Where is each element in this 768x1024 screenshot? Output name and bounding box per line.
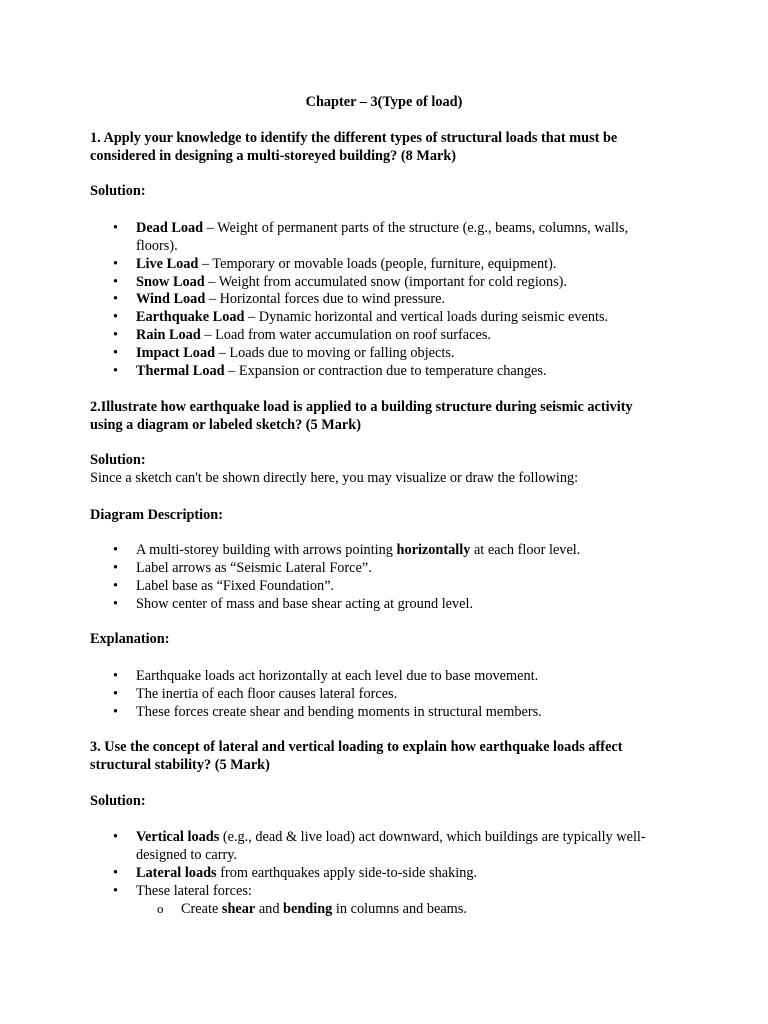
description: – Expansion or contraction due to temperature changes. — [224, 363, 547, 379]
description: – Weight of permanent parts of the structure (e.g., beams, columns, walls, — [203, 220, 629, 236]
bullet: • — [113, 596, 119, 612]
list-item — [136, 290, 445, 308]
emphasis: bending — [283, 901, 333, 917]
bullet: • — [113, 686, 119, 702]
list-item — [136, 362, 547, 380]
q2-solution-heading: Solution: — [90, 452, 146, 468]
q2-intro: Since a sketch can't be shown directly here, you may visualize or draw the following: — [90, 470, 579, 486]
term: Wind Load — [136, 291, 206, 307]
bullet: • — [113, 274, 119, 290]
list-item: Show center of mass and base shear acting at ground level. — [136, 596, 474, 612]
emphasis: shear — [221, 901, 256, 917]
text: and — [255, 901, 284, 917]
term: Dead Load — [136, 220, 204, 236]
list-item: Earthquake loads act horizontally at each level due to base movement. — [136, 668, 539, 684]
list-item — [136, 219, 628, 237]
bullet: • — [113, 829, 119, 845]
diagram-description-heading: Diagram Description: — [90, 507, 224, 523]
list-item: The inertia of each floor causes lateral forces. — [136, 686, 398, 702]
q3-solution-heading: Solution: — [90, 793, 146, 809]
bullet: • — [113, 542, 119, 558]
term: Impact Load — [136, 345, 216, 361]
list-item: These forces create shear and bending moments in structural members. — [136, 704, 542, 720]
q2-text-line2: using a diagram or labeled sketch? (5 Mark) — [90, 417, 361, 433]
list-item: Label base as “Fixed Foundation”. — [136, 578, 335, 594]
sub-list-item — [181, 900, 467, 918]
list-item — [136, 828, 646, 846]
bullet: • — [113, 704, 119, 720]
term: Snow Load — [136, 274, 205, 290]
list-item-continuation: designed to carry. — [136, 847, 238, 863]
description: from earthquakes apply side-to-side shaking. — [216, 865, 478, 881]
text: at each floor level. — [470, 542, 581, 558]
list-item: These lateral forces: — [136, 883, 252, 899]
bullet: • — [113, 865, 119, 881]
list-item — [136, 255, 556, 273]
explanation-heading: Explanation: — [90, 631, 170, 647]
bullet: • — [113, 345, 119, 361]
bullet: • — [113, 309, 119, 325]
description: – Weight from accumulated snow (important for cold regions). — [204, 274, 568, 290]
text: A multi-storey building with arrows pointing — [136, 542, 397, 558]
sub-bullet: o — [157, 901, 164, 916]
term: Vertical loads — [136, 829, 220, 845]
bullet: • — [113, 220, 119, 236]
chapter-title: Chapter – 3(Type of load) — [305, 94, 463, 110]
bullet: • — [113, 256, 119, 272]
q2-text-line1: 2.Illustrate how earthquake load is applied to a building structure during seismic activity — [90, 399, 633, 415]
list-item — [136, 344, 454, 362]
list-item-continuation: floors). — [136, 238, 178, 254]
term: Lateral loads — [136, 865, 217, 881]
term: Live Load — [136, 256, 199, 272]
list-item — [136, 541, 580, 559]
text: Create — [181, 901, 222, 917]
q1-text-line1: 1. Apply your knowledge to identify the different types of structural loads that must be — [90, 130, 618, 146]
bullet: • — [113, 578, 119, 594]
bullet: • — [113, 668, 119, 684]
list-item — [136, 864, 477, 882]
description: – Dynamic horizontal and vertical loads during seismic events. — [244, 309, 609, 325]
bullet: • — [113, 560, 119, 576]
term: Earthquake Load — [136, 309, 245, 325]
q1-text-line2: considered in designing a multi-storeyed building? (8 Mark) — [90, 148, 457, 164]
list-item: Label arrows as “Seismic Lateral Force”. — [136, 560, 372, 576]
list-item — [136, 273, 567, 291]
list-item — [136, 326, 491, 344]
term: Thermal Load — [136, 363, 225, 379]
bullet: • — [113, 291, 119, 307]
bullet: • — [113, 363, 119, 379]
description: (e.g., dead & live load) act downward, which buildings are typically well- — [219, 829, 646, 845]
description: – Load from water accumulation on roof surfaces. — [200, 327, 491, 343]
bullet: • — [113, 883, 119, 899]
bullet: • — [113, 327, 119, 343]
description: – Loads due to moving or falling objects. — [215, 345, 455, 361]
text: in columns and beams. — [332, 901, 467, 917]
q3-text-line2: structural stability? (5 Mark) — [90, 757, 270, 773]
term: Rain Load — [136, 327, 201, 343]
q3-text-line1: 3. Use the concept of lateral and vertical loading to explain how earthquake loads affect — [90, 739, 623, 755]
description: – Temporary or movable loads (people, furniture, equipment). — [198, 256, 557, 272]
list-item — [136, 308, 608, 326]
q1-solution-heading: Solution: — [90, 183, 146, 199]
description: – Horizontal forces due to wind pressure. — [205, 291, 446, 307]
emphasis: horizontally — [396, 542, 471, 558]
